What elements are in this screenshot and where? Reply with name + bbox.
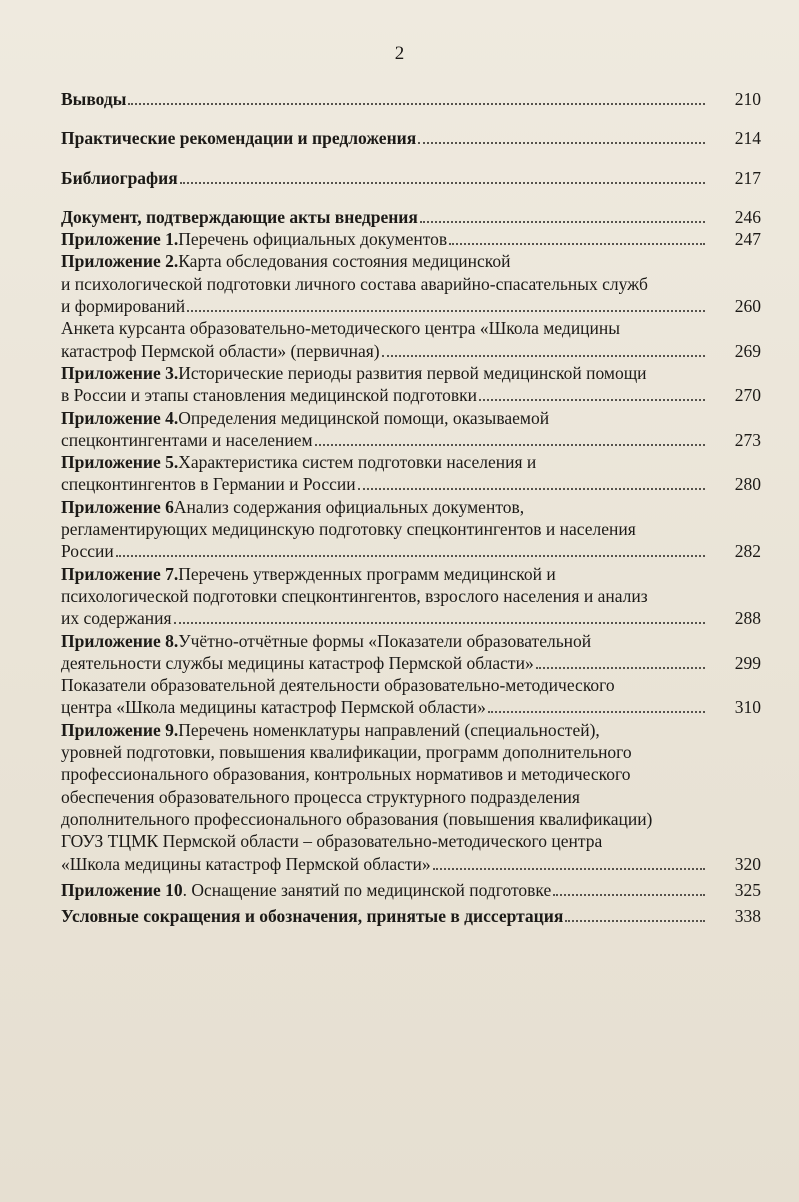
- toc-entry-page: 310: [734, 697, 761, 718]
- page-number: 2: [394, 43, 405, 64]
- toc-entry-text: и формирований: [61, 296, 186, 317]
- toc-entry-line: [61, 607, 709, 629]
- toc-entry-text: дополнительного профессионального образования (повышения квалификации): [61, 808, 653, 829]
- toc-entry-page: 210: [734, 89, 761, 109]
- toc-entry-line: [61, 905, 709, 927]
- toc-entry-page: 325: [734, 879, 761, 900]
- dot-leader: [479, 384, 705, 401]
- toc-entry-title: [61, 167, 709, 189]
- toc-entry-line: [61, 167, 709, 189]
- toc-entry-line: [61, 429, 709, 451]
- toc-entry-bold-label: Библиография: [61, 167, 178, 188]
- toc-entry-title: [61, 879, 709, 901]
- toc-entry-text: уровней подготовки, повышения квалификации, программ дополнительного: [61, 742, 632, 763]
- toc-entry-line: [61, 407, 709, 429]
- toc-entry-line: [61, 228, 709, 250]
- toc-entry-page: 260: [734, 296, 761, 317]
- toc-entry-text: регламентирующих медицинскую подготовку спецконтингентов и населения: [61, 519, 636, 540]
- toc-entry-text: центра «Школа медицины катастроф Пермской области»: [61, 697, 486, 718]
- toc-entry-text: профессионального образования, контрольных нормативов и методического: [61, 764, 631, 785]
- toc-entry-bold-label: Приложение 9.: [61, 719, 179, 740]
- toc-entry-page: 338: [734, 906, 761, 927]
- toc-entry: [61, 317, 761, 362]
- toc-entry-line: [61, 879, 709, 901]
- toc-entry-text: обеспечения образовательного процесса структурного подразделения: [61, 786, 580, 807]
- toc-entry-text: России: [61, 541, 114, 562]
- toc-entry-text: Определения медицинской помощи, оказываемой: [178, 407, 550, 428]
- toc-entry-line: [61, 719, 709, 741]
- toc-entry-text: Перечень утвержденных программ медицинской и: [178, 563, 556, 584]
- toc-entry-text: Характеристика систем подготовки населения и: [178, 452, 537, 473]
- dot-leader: [116, 540, 705, 557]
- toc-entry-page: 273: [734, 429, 761, 450]
- dot-leader: [174, 607, 705, 624]
- dot-leader: [382, 340, 705, 357]
- toc-entry-line: [61, 518, 709, 540]
- toc-entry: [61, 879, 761, 901]
- toc-entry: [61, 563, 761, 630]
- toc-entry-text: «Школа медицины катастроф Пермской области»: [61, 853, 431, 874]
- toc-entry: [61, 496, 761, 563]
- toc-entry-bold-label: Приложение 8.: [61, 630, 179, 651]
- toc-entry-bold-label: Приложение 6: [61, 496, 174, 517]
- toc-entry-text: ГОУЗ ТЦМК Пермской области – образовательно-методического центра: [61, 831, 603, 852]
- toc-entry-text: психологической подготовки спецконтингентов, взрослого населения и анализ: [61, 585, 648, 606]
- toc-entry-text: Анализ содержания официальных документов,: [173, 496, 525, 517]
- toc-entry-line: [61, 384, 709, 406]
- toc-entry-title: [61, 563, 709, 630]
- toc-entry-line: [61, 273, 709, 295]
- toc-entry-line: [61, 206, 709, 228]
- toc-entry-text: в России и этапы становления медицинской подготовки: [61, 385, 478, 406]
- toc-entry-line: [61, 127, 709, 149]
- toc-entry-title: [61, 905, 709, 927]
- toc-entry-line: [61, 295, 709, 317]
- toc-entry-text: Учётно-отчётные формы «Показатели образовательной: [178, 630, 592, 651]
- toc-entry-bold-label: Практические рекомендации и предложения: [61, 128, 417, 149]
- toc-entry-text: Перечень номенклатуры направлений (специальностей),: [178, 719, 600, 740]
- toc-entry-line: [61, 496, 709, 518]
- toc-entry-title: [61, 206, 709, 228]
- toc-entry-title: [61, 630, 709, 675]
- toc-entry-page: 299: [734, 652, 761, 673]
- dot-leader: [449, 228, 705, 245]
- toc-entry-bold-label: Условные сокращения и обозначения, принятые в диссертация: [61, 906, 564, 927]
- toc-entry: [61, 674, 761, 719]
- toc-entry: [61, 206, 761, 228]
- dot-leader: [187, 295, 705, 312]
- toc-entry-line: [61, 696, 709, 718]
- toc-entry-line: [61, 317, 709, 339]
- toc-entry-title: [61, 674, 709, 719]
- toc-entry-title: [61, 127, 709, 149]
- dot-leader: [358, 473, 705, 490]
- dot-leader: [565, 905, 705, 922]
- toc-entry-title: [61, 719, 709, 875]
- toc-entry-text: спецконтингентами и населением: [61, 429, 313, 450]
- dot-leader: [488, 696, 705, 713]
- toc-entry-title: [61, 317, 709, 362]
- dot-leader: [536, 652, 705, 669]
- toc-entry-text: катастроф Пермской области» (первичная): [61, 340, 380, 361]
- toc-entry-page: 320: [734, 853, 761, 874]
- toc-entry-page: 214: [734, 128, 761, 149]
- toc-entry-bold-label: Приложение 10: [61, 879, 183, 900]
- toc-entry-line: [61, 786, 709, 808]
- toc-entry-line: [61, 473, 709, 495]
- toc-entry-title: [61, 228, 709, 250]
- toc-entry-line: [61, 340, 709, 362]
- dot-leader: [420, 206, 705, 223]
- toc-entry-text: Исторические периоды развития первой медицинской помощи: [178, 362, 647, 383]
- toc-entry-bold-label: Выводы: [61, 89, 127, 109]
- toc-entry-text: Анкета курсанта образовательно-методического центра «Школа медицины: [61, 318, 621, 339]
- toc-entry-page: 269: [734, 340, 761, 361]
- toc-entry-line: [61, 451, 709, 473]
- dot-leader: [553, 879, 705, 896]
- toc-entry: [61, 630, 761, 675]
- toc-entry: [61, 905, 761, 927]
- toc-entry-text: спецконтингентов в Германии и России: [61, 474, 356, 495]
- toc-entry-text: . Оснащение занятий по медицинской подготовке: [182, 879, 552, 900]
- dot-leader: [128, 88, 705, 105]
- toc-entry-page: 270: [734, 385, 761, 406]
- toc-entry-line: [61, 741, 709, 763]
- toc-entry-bold-label: Приложение 5.: [61, 452, 179, 473]
- toc-entry-bold-label: Приложение 2.: [61, 251, 179, 272]
- toc-entry-line: [61, 808, 709, 830]
- toc-entry-page: 247: [734, 229, 761, 250]
- toc-entry-line: [61, 540, 709, 562]
- toc-entry-line: [61, 674, 709, 696]
- toc-entry-line: [61, 362, 709, 384]
- toc-entry-line: [61, 652, 709, 674]
- toc-entry: [61, 127, 761, 149]
- toc-entry: [61, 362, 761, 407]
- toc-entry-bold-label: Приложение 3.: [61, 362, 179, 383]
- table-of-contents: [61, 88, 761, 927]
- toc-entry-bold-label: Приложение 1.: [61, 229, 179, 250]
- toc-entry-line: [61, 88, 709, 110]
- toc-entry-text: Показатели образовательной деятельности образовательно-методического: [61, 675, 615, 696]
- toc-entry-page: 282: [734, 541, 761, 562]
- toc-entry-title: [61, 88, 709, 110]
- dot-leader: [433, 853, 705, 870]
- toc-entry-title: [61, 407, 709, 452]
- toc-entry-line: [61, 250, 709, 272]
- toc-entry-bold-label: Приложение 4.: [61, 407, 179, 428]
- toc-entry-title: [61, 250, 709, 317]
- toc-entry-line: [61, 763, 709, 785]
- toc-entry-page: 280: [734, 474, 761, 495]
- toc-entry-text: и психологической подготовки личного состава аварийно-спасательных служб: [61, 273, 648, 294]
- toc-entry: [61, 719, 761, 875]
- toc-entry: [61, 228, 761, 250]
- toc-entry-title: [61, 496, 709, 563]
- toc-entry-line: [61, 563, 709, 585]
- toc-entry-page: 217: [734, 167, 761, 188]
- dot-leader: [418, 127, 705, 144]
- toc-entry-bold-label: Приложение 7.: [61, 563, 179, 584]
- toc-entry-page: 246: [734, 206, 761, 227]
- toc-entry-bold-label: Документ, подтверждающие акты внедрения: [61, 206, 418, 227]
- toc-entry-line: [61, 830, 709, 852]
- toc-entry-line: [61, 585, 709, 607]
- toc-entry: [61, 451, 761, 496]
- toc-entry-text: Карта обследования состояния медицинской: [178, 251, 511, 272]
- toc-entry-line: [61, 853, 709, 875]
- toc-entry-line: [61, 630, 709, 652]
- toc-entry-text: Перечень официальных документов: [178, 229, 448, 250]
- toc-entry: [61, 407, 761, 452]
- toc-entry-title: [61, 451, 709, 496]
- toc-entry: [61, 167, 761, 189]
- toc-entry-page: 288: [734, 608, 761, 629]
- dot-leader: [315, 429, 705, 446]
- toc-entry: [61, 250, 761, 317]
- toc-entry-text: деятельности службы медицины катастроф Пермской области»: [61, 652, 534, 673]
- dot-leader: [180, 167, 705, 184]
- toc-entry-text: их содержания: [61, 608, 172, 629]
- toc-entry-title: [61, 362, 709, 407]
- toc-entry: [61, 88, 761, 110]
